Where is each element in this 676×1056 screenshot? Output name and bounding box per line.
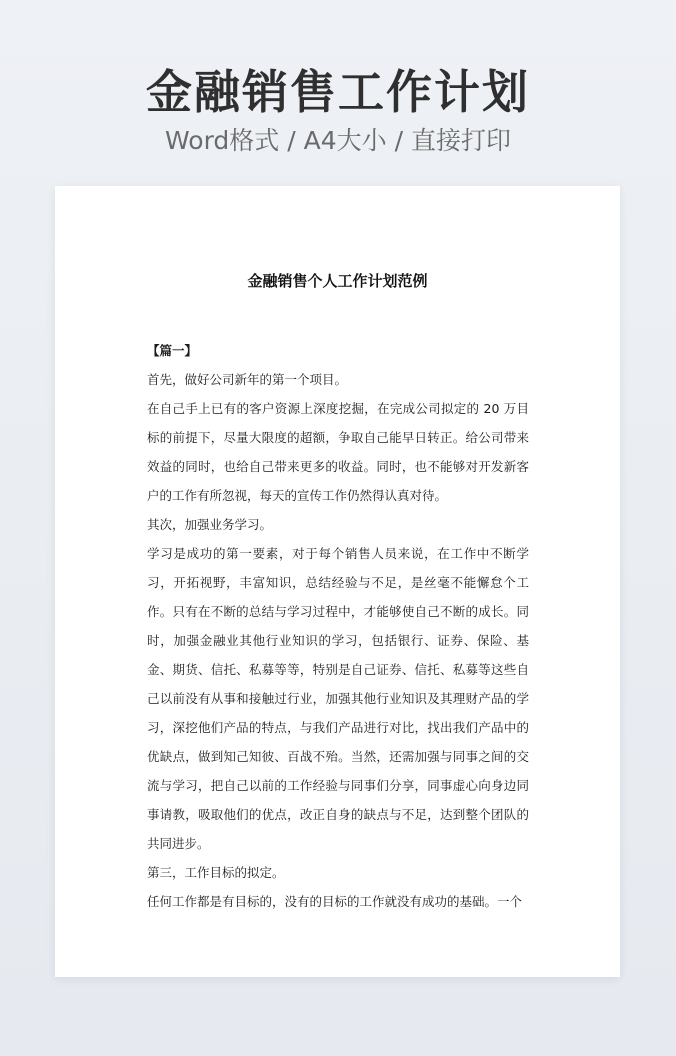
section-label: 【篇一】	[147, 343, 198, 358]
paragraph: 在自己手上已有的客户资源上深度挖掘，在完成公司拟定的 20 万目标的前提下，尽量大限度的超额，争取自己能早日转正。给公司带来效益的同时，也给自己带来更多的收益。同时，也不能够对开发新客户的工作有所忽视，每天的宣传工作仍然得认真对待。	[147, 401, 529, 503]
paragraph: 首先，做好公司新年的第一个项目。	[147, 372, 348, 387]
paragraph: 其次，加强业务学习。	[147, 517, 273, 532]
document-title: 金融销售个人工作计划范例	[247, 272, 428, 290]
document-page	[55, 186, 620, 977]
paragraph: 第三，工作目标的拟定。	[147, 865, 285, 880]
document-body	[147, 336, 529, 916]
paragraph: 学习是成功的第一要素，对于每个销售人员来说，在工作中不断学习，开拓视野，丰富知识，总结经验与不足，是丝毫不能懈怠个工作。只有在不断的总结与学习过程中，才能够使自己不断的成长。同时，加强金融业其他行业知识的学习，包括银行、证券、保险、基金、期货、信托、私募等等，特别是自己证券、信托、私募等这些自己以前没有从事和接触过行业，加强其他行业知识及其理财产品的学习，深挖他们产品的特点，与我们产品进行对比，找出我们产品中的优缺点，做到知己知彼、百战不殆。当然，还需加强与同事之间的交流与学习，把自己以前的工作经验与同事们分享，同事虚心向身边同事请教，吸取他们的优点，改正自身的缺点与不足，达到整个团队的共同进步。	[147, 546, 529, 851]
paragraph: 任何工作都是有目标的，没有的目标的工作就没有成功的基础。一个	[147, 894, 523, 909]
page-subtitle: Word格式 / A4大小 / 直接打印	[165, 126, 511, 155]
header	[0, 62, 676, 158]
page-title: 金融销售工作计划	[146, 65, 530, 119]
